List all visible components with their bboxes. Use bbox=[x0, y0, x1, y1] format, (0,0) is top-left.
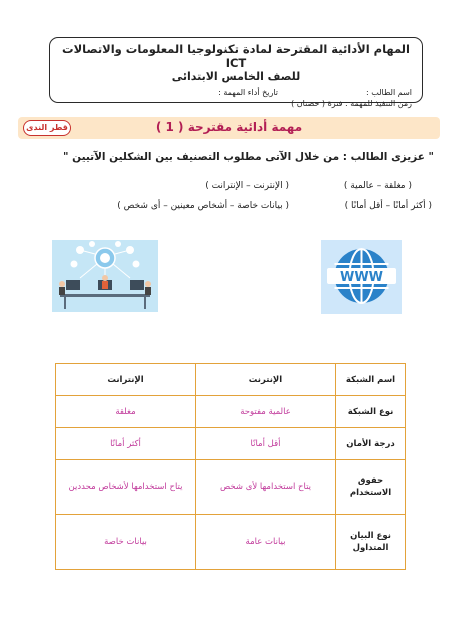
duration-row bbox=[50, 99, 422, 109]
student-name-label: اسم الطالب : bbox=[366, 88, 412, 97]
row-label-usage-rights: حقوق الاستخدام bbox=[336, 460, 406, 515]
row-label-network-type: نوع الشبكة bbox=[336, 396, 406, 428]
table-row bbox=[56, 515, 406, 570]
cell-internet-security: أقل أمانًا bbox=[196, 428, 336, 460]
header-box bbox=[49, 37, 423, 108]
task-bar bbox=[18, 117, 440, 139]
instruction-text: " عزيزى الطالب : من خلال الآتى مطلوب التصنيف بين الشكلين الآتيين " bbox=[63, 151, 434, 163]
cell-internet-usage-rights: يتاح استخدامها لأى شخص bbox=[196, 460, 336, 515]
pair-security: ( أكثر أمانًا – أقل أمانًا ) bbox=[344, 201, 432, 211]
comparison-table bbox=[55, 363, 406, 570]
pair-access: ( بيانات خاصة – أشخاص معينين – أى شخص ) bbox=[117, 201, 289, 211]
pair-network-types: ( مغلقة – عالمية ) bbox=[343, 181, 412, 191]
table-row bbox=[56, 428, 406, 460]
cell-internet-network-type: عالمية مفتوحة bbox=[196, 396, 336, 428]
task-date-label: تاريخ أداء المهمة : bbox=[218, 88, 279, 97]
header-cell-network-name: اسم الشبكة bbox=[336, 364, 406, 396]
cell-internet-data-type: بيانات عامة bbox=[196, 515, 336, 570]
brand-logo: قطر الندى bbox=[23, 120, 71, 136]
www-globe-icon bbox=[321, 240, 402, 314]
row-label-data-type: نوع البيان المتداول bbox=[336, 515, 406, 570]
www-label: WWW bbox=[339, 270, 384, 285]
cell-intranet-data-type: بيانات خاصة bbox=[56, 515, 196, 570]
cell-intranet-network-type: مغلقة bbox=[56, 396, 196, 428]
task-title: مهمة أدائية مقترحة ( 1 ) bbox=[155, 120, 303, 134]
cell-intranet-security: أكثر أمانًا bbox=[56, 428, 196, 460]
table-row bbox=[56, 460, 406, 515]
student-info-row bbox=[50, 88, 422, 98]
duration-label: زمن التنفيذ للمهمة : فترة ( حصتان ) bbox=[291, 99, 412, 108]
table-header-row bbox=[56, 364, 406, 396]
header-cell-internet: الإنترنت bbox=[196, 364, 336, 396]
cell-intranet-usage-rights: يتاح استخدامها لأشخاص محددين bbox=[56, 460, 196, 515]
intranet-network-illustration bbox=[52, 240, 158, 312]
header-cell-intranet: الإنترانت bbox=[56, 364, 196, 396]
row-label-security: درجة الأمان bbox=[336, 428, 406, 460]
grade-subtitle: للصف الخامس الابتدائى bbox=[171, 70, 301, 83]
worksheet-title: المهام الأدائية المقترحة لمادة تكنولوجيا المعلومات والاتصالات ICT bbox=[62, 42, 410, 70]
table-row bbox=[56, 396, 406, 428]
pair-network-names: ( الإنترنت – الإنترانت ) bbox=[205, 181, 289, 191]
